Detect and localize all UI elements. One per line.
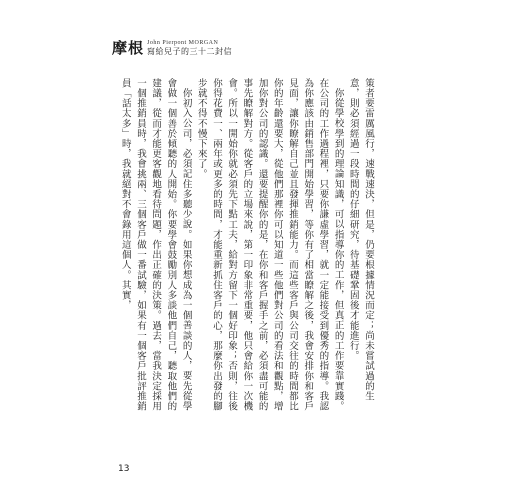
body-text (118, 78, 376, 418)
running-header (112, 40, 232, 56)
header-subtitle: 寫給兒子的三十二封信 (147, 47, 233, 56)
paragraph-3: 你初入公司，必須記住多聽少說。如果你想成為一個善談的人，要先從學會做一個善於傾聽的人開始。你要學會鼓勵別人多談他們自己，聽取他們的建議，從而才能更客觀地看待問題，作出正確的決策。過去，當我決定採用一個推銷員時，我會挑兩、三個客戶做一番試驗，如果有一個客戶批評推銷員「話太多」時，我就絕對不會錄用這個人。其實， (119, 78, 192, 412)
paragraph-2: 你從學校學到的理論知識，可以指導你的工作，但真正的工作要靠實踐。在公司的工作過程裡，只要你謙虛學習，就一定能接受到優秀的指導。我認為你應該由銷售部門開始學習，等你有了相當瞭解之後，我會安排你和客戶見面，讓你瞭解自己並且發揮推銷能力。而這些客戶與公司交往的時間都比你的年齡還要大，從他們那裡你可以知道一些他們對公司的看法和觀點，增加你對公司的認識。還要提醒你的是，在你和客戶握手之前，必須盡可能的事先瞭解對方。從客戶的立場來說，第一印象非常重要，他只會給你一次機會。所以一開始你就必須先下點工夫，給對方留下一個好印象；否則，往後你得花費一、兩年或更多的時間，才能重新抓住客戶的心，那麼你出發的腳步就不得不慢下來了。 (195, 78, 344, 412)
header-right (147, 40, 232, 56)
header-english-name: John Pierpont MORGAN (147, 40, 219, 46)
header-name: 摩根 (112, 39, 145, 57)
paragraph-1: 策者要雷厲風行，速戰速決，但是，仍要根據情況而定；尚未嘗試過的生意，則必須經過一段時間的仔細研究，待基礎鞏固後才能進行。 (347, 78, 374, 402)
page-number: 13 (118, 464, 130, 474)
